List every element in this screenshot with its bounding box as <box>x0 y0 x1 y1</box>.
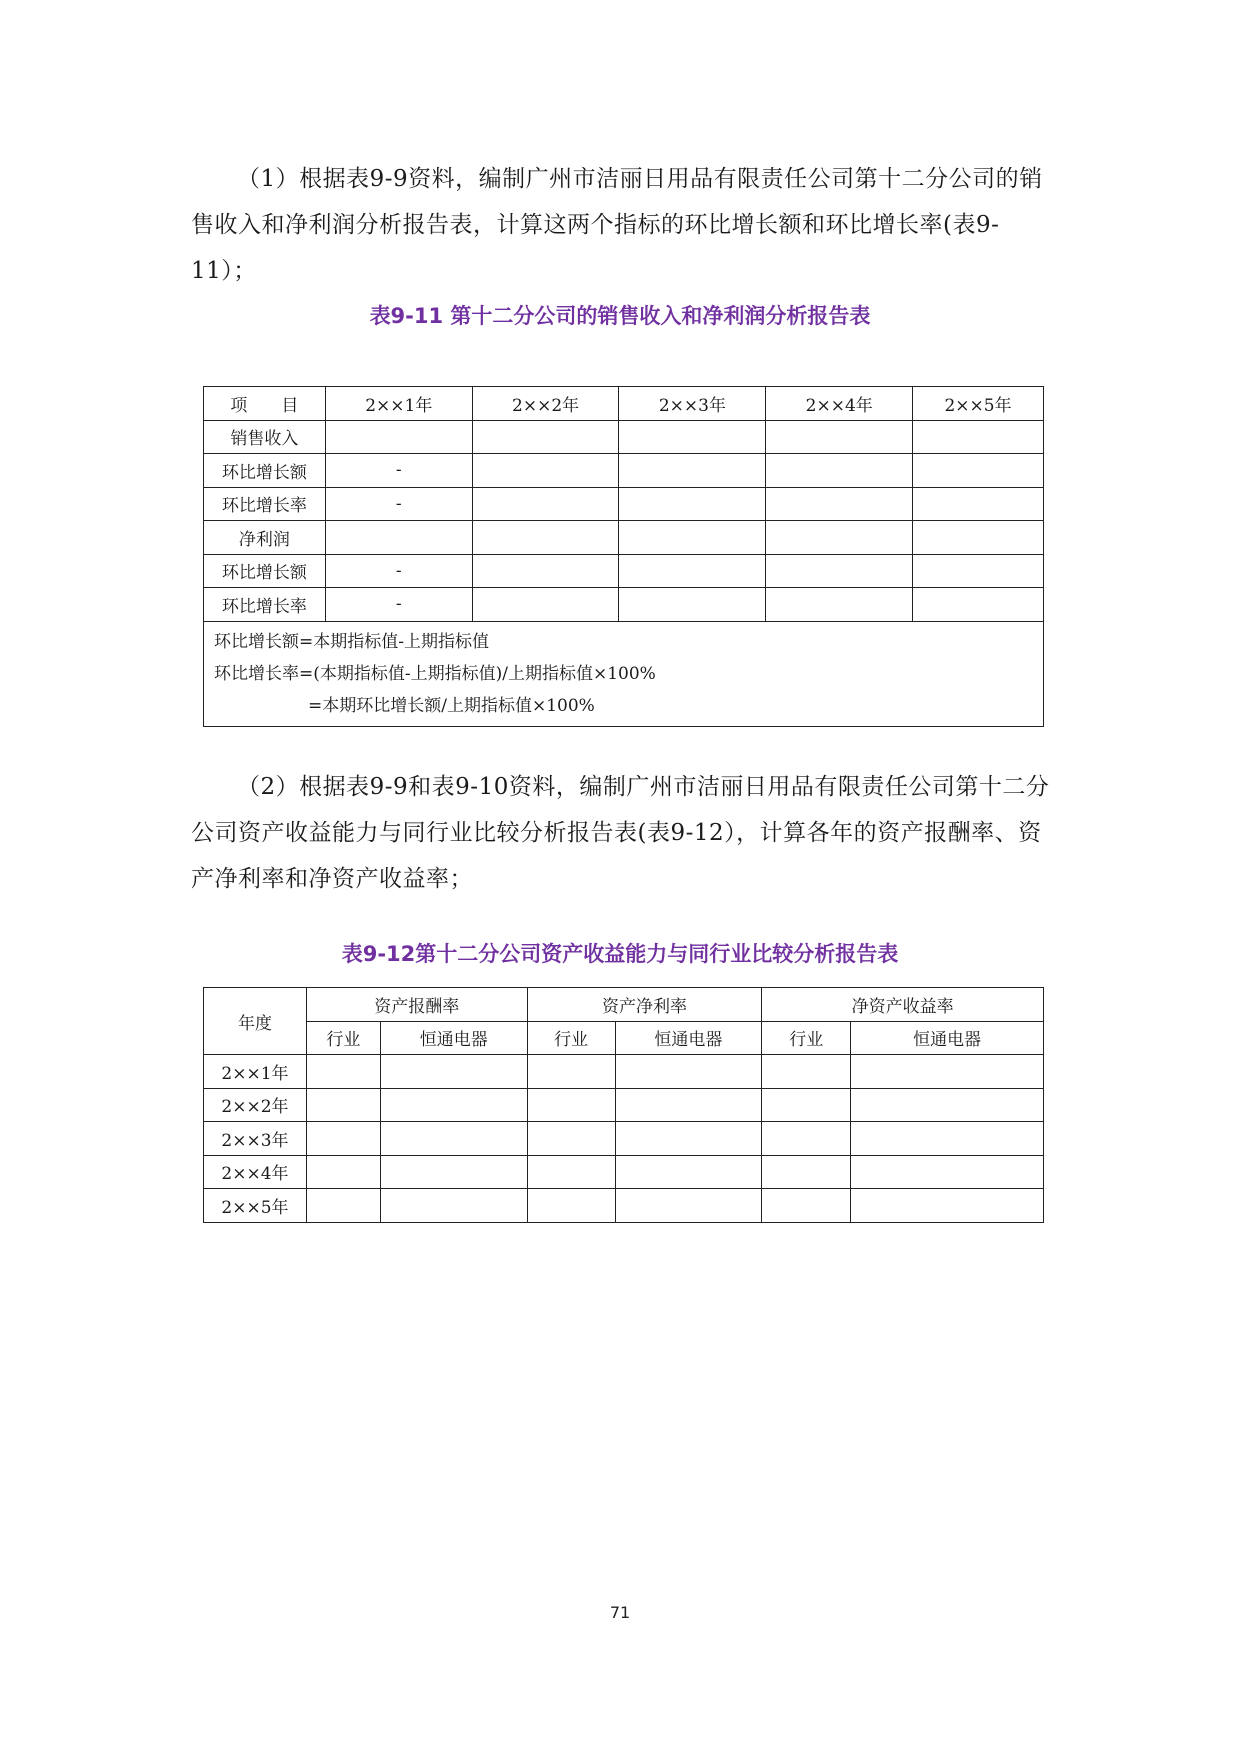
formula-note: 环比增长率=(本期指标值-上期指标值)/上期指标值×100% <box>214 663 656 684</box>
data-cell <box>325 521 472 555</box>
data-cell <box>306 1189 380 1223</box>
data-cell <box>762 1189 851 1223</box>
data-cell <box>615 1189 762 1223</box>
subheader-cell: 行业 <box>762 1021 851 1055</box>
data-cell <box>766 588 913 622</box>
data-cell <box>380 1155 527 1189</box>
data-cell: - <box>325 454 472 488</box>
data-cell <box>306 1088 380 1122</box>
subheader-cell: 恒通电器 <box>851 1021 1044 1055</box>
header-cell: 2××1年 <box>325 387 472 421</box>
header-cell: 2××5年 <box>913 387 1044 421</box>
table-notes-row <box>204 621 1044 726</box>
table-row <box>204 1055 1044 1089</box>
data-cell <box>619 554 766 588</box>
data-cell <box>913 554 1044 588</box>
paragraph-2-text: （2）根据表9-9和表9-10资料，编制广州市洁丽日用品有限责任公司第十二分公司资产收益能力与同行业比较分析报告表(表9-12），计算各年的资产报酬率、资产净利率和净资产收益率； <box>191 774 1050 892</box>
data-cell <box>380 1055 527 1089</box>
formula-notes <box>204 621 1044 726</box>
data-cell <box>766 420 913 454</box>
data-cell <box>851 1055 1044 1089</box>
data-cell <box>527 1055 615 1089</box>
data-cell <box>527 1088 615 1122</box>
paragraph-1 <box>191 156 1051 294</box>
row-label: 销售收入 <box>204 420 326 454</box>
table-9-12-subheader-row <box>204 1021 1044 1055</box>
row-label: 2××5年 <box>204 1189 307 1223</box>
header-cell: 2××4年 <box>766 387 913 421</box>
row-label: 净利润 <box>204 521 326 555</box>
data-cell <box>766 521 913 555</box>
formula-note: =本期环比增长额/上期指标值×100% <box>308 695 595 716</box>
header-cell: 项 目 <box>204 387 326 421</box>
table-row <box>204 1155 1044 1189</box>
data-cell <box>619 521 766 555</box>
data-cell <box>615 1122 762 1156</box>
data-cell <box>851 1155 1044 1189</box>
group-header: 资产净利率 <box>527 988 762 1022</box>
data-cell <box>762 1088 851 1122</box>
row-label: 环比增长率 <box>204 588 326 622</box>
data-cell <box>306 1055 380 1089</box>
data-cell <box>913 588 1044 622</box>
table-row <box>204 1189 1044 1223</box>
table-row <box>204 588 1044 622</box>
table-row <box>204 1122 1044 1156</box>
subheader-cell: 行业 <box>306 1021 380 1055</box>
data-cell <box>766 554 913 588</box>
subheader-cell: 行业 <box>527 1021 615 1055</box>
data-cell <box>913 487 1044 521</box>
data-cell <box>619 454 766 488</box>
data-cell: - <box>325 487 472 521</box>
table-row <box>204 487 1044 521</box>
data-cell <box>619 420 766 454</box>
table-row <box>204 420 1044 454</box>
formula-note: 环比增长额=本期指标值-上期指标值 <box>214 631 489 652</box>
table-9-11-title: 表9-11 第十二分公司的销售收入和净利润分析报告表 <box>369 304 871 328</box>
table-9-12 <box>203 987 1044 1223</box>
data-cell <box>913 521 1044 555</box>
data-cell <box>615 1055 762 1089</box>
table-row <box>204 521 1044 555</box>
data-cell <box>913 454 1044 488</box>
data-cell <box>472 420 619 454</box>
row-label: 2××4年 <box>204 1155 307 1189</box>
subheader-cell: 恒通电器 <box>380 1021 527 1055</box>
data-cell <box>762 1155 851 1189</box>
data-cell <box>527 1122 615 1156</box>
data-cell <box>615 1088 762 1122</box>
table-9-12-title: 表9-12第十二分公司资产收益能力与同行业比较分析报告表 <box>341 942 899 966</box>
row-label: 环比增长率 <box>204 487 326 521</box>
row-label: 2××2年 <box>204 1088 307 1122</box>
table-9-11-header-row <box>204 387 1044 421</box>
data-cell <box>306 1155 380 1189</box>
table-9-11 <box>203 386 1044 727</box>
row-label: 2××3年 <box>204 1122 307 1156</box>
data-cell <box>766 454 913 488</box>
data-cell <box>851 1189 1044 1223</box>
data-cell <box>380 1088 527 1122</box>
data-cell <box>762 1055 851 1089</box>
group-header: 净资产收益率 <box>762 988 1044 1022</box>
data-cell <box>380 1122 527 1156</box>
data-cell <box>472 521 619 555</box>
year-header: 年度 <box>204 988 307 1055</box>
table-9-12-header-row <box>204 988 1044 1022</box>
data-cell <box>619 487 766 521</box>
data-cell <box>527 1189 615 1223</box>
data-cell: - <box>325 588 472 622</box>
data-cell <box>851 1088 1044 1122</box>
group-header: 资产报酬率 <box>306 988 527 1022</box>
data-cell <box>762 1122 851 1156</box>
data-cell <box>306 1122 380 1156</box>
data-cell: - <box>325 554 472 588</box>
subheader-cell: 恒通电器 <box>615 1021 762 1055</box>
row-label: 环比增长额 <box>204 554 326 588</box>
data-cell <box>472 454 619 488</box>
data-cell <box>325 420 472 454</box>
table-row <box>204 454 1044 488</box>
data-cell <box>527 1155 615 1189</box>
data-cell <box>472 588 619 622</box>
data-cell <box>851 1122 1044 1156</box>
table-row <box>204 554 1044 588</box>
data-cell <box>619 588 766 622</box>
data-cell <box>913 420 1044 454</box>
data-cell <box>380 1189 527 1223</box>
table-row <box>204 1088 1044 1122</box>
data-cell <box>472 487 619 521</box>
row-label: 环比增长额 <box>204 454 326 488</box>
data-cell <box>472 554 619 588</box>
header-cell: 2××3年 <box>619 387 766 421</box>
row-label: 2××1年 <box>204 1055 307 1089</box>
data-cell <box>766 487 913 521</box>
paragraph-2 <box>191 764 1051 902</box>
paragraph-1-text: （1）根据表9-9资料，编制广州市洁丽日用品有限责任公司第十二分公司的销售收入和净利润分析报告表，计算这两个指标的环比增长额和环比增长率(表9-11）； <box>191 166 1043 284</box>
header-cell: 2××2年 <box>472 387 619 421</box>
page-number: 71 <box>609 1603 631 1622</box>
data-cell <box>615 1155 762 1189</box>
